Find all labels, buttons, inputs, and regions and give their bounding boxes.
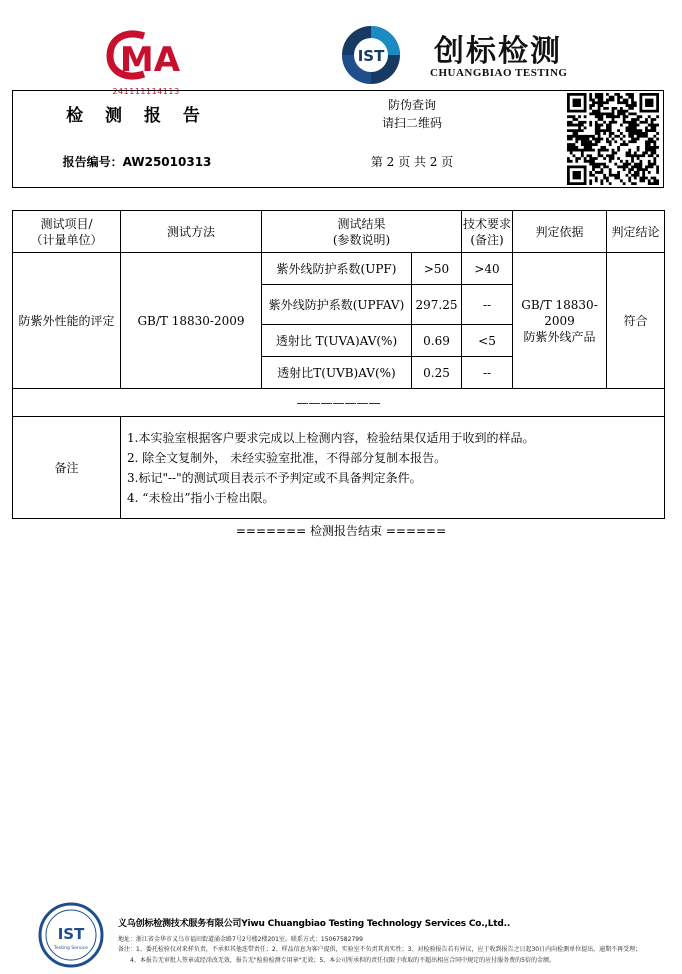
value-cell: 0.25 [412, 357, 462, 389]
requirement-cell: -- [462, 285, 513, 325]
note-item: 2. 除全文复制外， 未经实验室批准，不得部分复制本报告。 [127, 450, 447, 465]
footer-logo-subtext: Testing Service [54, 946, 88, 951]
report-end-marker: ======= 检测报告结束 ====== [235, 524, 447, 538]
note-item: 4. “未检出”指小于检出限。 [127, 490, 275, 505]
requirement-cell: >40 [462, 253, 513, 285]
item-name: 防紫外性能的评定 [13, 253, 121, 389]
cma-logo [104, 26, 188, 88]
test-method: GB/T 18830-2009 [121, 253, 262, 389]
judgment-basis [513, 253, 607, 389]
report-info-table [12, 90, 664, 188]
separator-row [13, 389, 665, 417]
query-line-2: 请扫二维码 [381, 115, 442, 130]
param-cell: 透射比 T(UVA)AV(%) [262, 325, 412, 357]
notes-label: 备注 [13, 417, 121, 519]
value-cell: >50 [412, 253, 462, 285]
footer-note-2: 4、本报告无审批人签章或经涂改无效，报告无"检验检测专用章"无效；5、本公司所承担的责任仅限于收取的不超出相应合同中规定的应付服务费的5倍的金额。 [130, 957, 555, 964]
report-number-value: AW25010313 [122, 154, 212, 169]
param-cell: 透射比T(UVB)AV(%) [262, 357, 412, 389]
qr-code-icon[interactable] [565, 93, 661, 185]
report-title: 检 测 报 告 [66, 106, 208, 126]
value-cell: 297.25 [412, 285, 462, 325]
param-cell: 紫外线防护系数(UPF) [262, 253, 412, 285]
ist-logo [340, 24, 402, 86]
header-item-unit: （计量单位） [30, 232, 103, 247]
ist-logo-text: IST [357, 47, 385, 65]
anti-counterfeit-query [261, 91, 563, 136]
cma-certificate-number: 241111114113 [112, 87, 180, 96]
footer-note-1: 备注：1、委托检验仅对来样负责，不承担其他连带责任；2、样品信息为客户提供，实验室不负责其真实性；3、对检验报告若有异议，应于收到报告之日起30日内向检测单位提出，逾期不再受理； [118, 946, 642, 953]
header-requirement [462, 211, 513, 253]
note-item: 3.标记"--"的测试项目表示不予判定或不具备判定条件。 [127, 470, 422, 485]
footer-company-name: 义乌创标检测技术服务有限公司Yiwu Chuangbiao Testing Technology Services Co.,Ltd.. [118, 919, 511, 929]
notes-row [13, 417, 665, 519]
basis-line-2: 防紫外线产品 [523, 329, 596, 344]
table-header-row [13, 211, 665, 253]
header-item [13, 211, 121, 253]
query-line-1: 防伪查询 [387, 97, 436, 112]
header-requirement-label: 技术要求 [462, 216, 511, 231]
report-number-label: 报告编号： [62, 155, 123, 169]
header-item-label: 测试项目/ [40, 216, 93, 231]
header-result-sub: (参数说明) [332, 232, 391, 247]
results-table [12, 210, 665, 519]
value-cell: 0.69 [412, 325, 462, 357]
table-row [13, 253, 665, 285]
qr-code-cell[interactable] [563, 91, 663, 187]
param-cell: 紫外线防护系数(UPFAV) [262, 285, 412, 325]
brand-name-en: CHUANGBIAO TESTING [430, 67, 568, 79]
header-result [262, 211, 462, 253]
footer-logo-text: IST [57, 925, 85, 943]
header-requirement-sub: (备注) [470, 232, 504, 247]
separator-line: ——————— [13, 389, 665, 417]
report-header [0, 18, 682, 96]
notes-content [121, 417, 665, 519]
header-result-label: 测试结果 [337, 216, 386, 231]
header-conclusion: 判定结论 [607, 211, 665, 253]
header-method: 测试方法 [121, 211, 262, 253]
report-number [13, 136, 261, 187]
footer-ist-seal-icon [38, 902, 104, 968]
brand-name-cn: 创标检测 [434, 34, 562, 69]
conclusion: 符合 [607, 253, 665, 389]
page-indicator: 第 2 页 共 2 页 [370, 155, 454, 169]
footer-address: 地址：浙江省金华市义乌市福田街道涌金路7号2号楼2楼201室。联系方式：15067582799 [118, 936, 363, 943]
qr-code-pattern [567, 93, 659, 185]
requirement-cell: -- [462, 357, 513, 389]
note-item: 1.本实验室根据客户要求完成以上检测内容，检验结果仅适用于收到的样品。 [127, 430, 535, 445]
cma-logo-text: MA [119, 40, 181, 80]
requirement-cell: <5 [462, 325, 513, 357]
header-basis: 判定依据 [513, 211, 607, 253]
basis-line-1: GB/T 18830-2009 [521, 297, 598, 328]
